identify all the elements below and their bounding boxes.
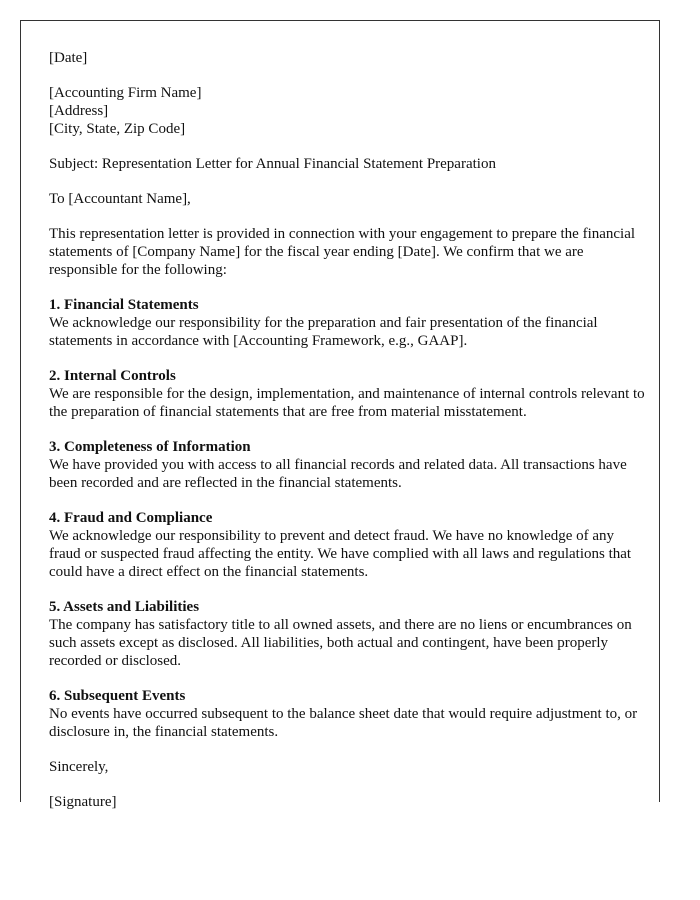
section-completeness: [49, 438, 649, 492]
section-financial-statements: [49, 296, 649, 350]
section-subsequent-events: [49, 687, 649, 741]
recipient-city: [City, State, Zip Code]: [49, 121, 186, 137]
section-internal-controls: [49, 367, 649, 421]
section-heading: 2. Internal Controls: [49, 368, 176, 384]
letter-subject: Subject: Representation Letter for Annual Financial Statement Preparation: [49, 156, 496, 172]
section-heading: 1. Financial Statements: [49, 297, 199, 313]
section-body: The company has satisfactory title to all owned assets, and there are no liens or encumbrances on such assets except as disclosed. All liabilities, both actual and contingent, have been properly recorded or disclosed.: [49, 617, 632, 669]
section-heading: 4. Fraud and Compliance: [49, 510, 213, 526]
section-body: We are responsible for the design, implementation, and maintenance of internal controls relevant to the preparation of financial statements that are free from material misstatement.: [49, 386, 645, 420]
section-heading: 5. Assets and Liabilities: [49, 599, 200, 615]
letter-page: [20, 20, 660, 810]
letter-signature: [Signature]: [49, 794, 117, 810]
section-fraud-compliance: [49, 509, 649, 581]
letter-salutation: To [Accountant Name],: [49, 191, 191, 207]
section-body: We acknowledge our responsibility to prevent and detect fraud. We have no knowledge of any fraud or suspected fraud affecting the entity. We have complied with all laws and regulations that could have a direct effect on the financial statements.: [49, 528, 632, 580]
section-body: We acknowledge our responsibility for the preparation and fair presentation of the financial statements in accordance with [Accounting Framework, e.g., GAAP].: [49, 315, 598, 349]
letter-date: [Date]: [49, 50, 88, 66]
letter-intro: This representation letter is provided in connection with your engagement to prepare the financial statements of [Company Name] for the fiscal year ending [Date]. We confirm that we are responsible for the following:: [49, 226, 636, 278]
letter-body: [49, 49, 649, 811]
recipient-firm: [Accounting Firm Name]: [49, 85, 202, 101]
section-assets-liabilities: [49, 598, 649, 670]
section-body: No events have occurred subsequent to the balance sheet date that would require adjustment to, or disclosure in, the financial statements.: [49, 706, 638, 740]
section-body: We have provided you with access to all financial records and related data. All transactions have been recorded and are reflected in the financial statements.: [49, 457, 627, 491]
recipient-block: [49, 84, 649, 138]
letter-closing: Sincerely,: [49, 759, 109, 775]
section-heading: 6. Subsequent Events: [49, 688, 186, 704]
recipient-address: [Address]: [49, 103, 109, 119]
section-heading: 3. Completeness of Information: [49, 439, 251, 455]
